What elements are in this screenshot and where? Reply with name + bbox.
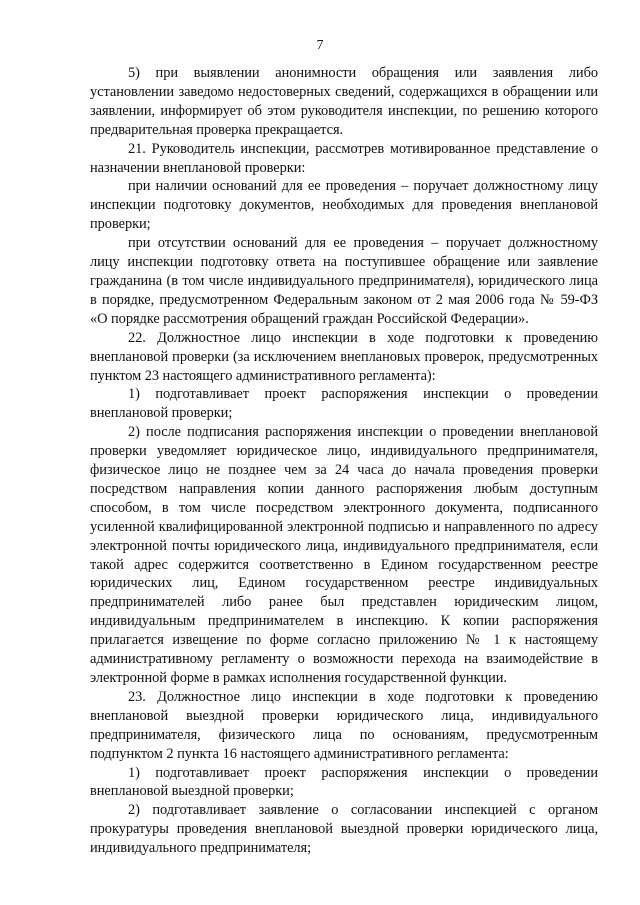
- paragraph-22-item-1: 1) подготавливает проект распоряжения инспекции о проведении внеплановой проверки;: [90, 386, 598, 422]
- paragraph-23-preparation: 23. Должностное лицо инспекции в ходе подготовки к проведению внеплановой выездной проверки юридического лица, индивидуального предпринимателя, физического лица по основаниям, предусмотренным подпунктом 2 пункта 16 настоящего административного регламента:: [90, 688, 598, 762]
- document-body: [90, 64, 598, 858]
- paragraph-22-item-2: 2) после подписания распоряжения инспекции о проведении внеплановой проверки уведомляет юридическое лицо, индивидуального предпринимателя, физическое лицо не позднее чем за 24 часа до начала проведения проверки посредством направления копии данного распоряжения любым доступным способом, в том числе посредством электронного документа, подписанного усиленной квалифицированной электронной подписью и направленного по адресу электронной почты юридического лица, индивидуального предпринимателя, если такой адрес содержится соответственно в Едином государственном реестре юридических лиц, Едином государственном реестре индивидуальных предпринимателей либо ранее был представлен юридическим лицом, индивидуальным предпринимателем в инспекцию. К копии распоряжения прилагается извещение по форме согласно приложению № 1 к настоящему административному регламенту о возможности перехода на взаимодействие в электронной форме в рамках исполнения государственной функции.: [90, 424, 598, 686]
- page-number: 7: [316, 38, 324, 53]
- paragraph-21-grounds-absent: при отсутствии оснований для ее проведения – поручает должностному лицу инспекции подготовку ответа на поступившее обращение или заявление гражданина (в том числе индивидуального предпринимателя), юридического лица в порядке, предусмотренном Федеральным законом от 2 мая 2006 года № 59-ФЗ «О порядке рассмотрения обращений граждан Российской Федерации».: [90, 235, 598, 327]
- paragraph-22-preparation: 22. Должностное лицо инспекции в ходе подготовки к проведению внеплановой проверки (за исключением внеплановых проверок, предусмотренных пунктом 23 настоящего административного регламента):: [90, 329, 598, 384]
- paragraph-21-grounds-present: при наличии оснований для ее проведения – поручает должностному лицу инспекции подготовку документов, необходимых для проведения внеплановой проверки;: [90, 178, 598, 233]
- paragraph-23-item-1: 1) подготавливает проект распоряжения инспекции о проведении внеплановой выездной проверки;: [90, 764, 598, 800]
- paragraph-item-5-anonymity: 5) при выявлении анонимности обращения или заявления либо установлении заведомо недостоверных сведений, содержащихся в обращении или заявлении, информирует об этом руководителя инспекции, по решению которого предварительная проверка прекращается.: [90, 65, 598, 138]
- paragraph-21-head-decision: 21. Руководитель инспекции, рассмотрев мотивированное представление о назначении внеплановой проверки:: [90, 140, 598, 176]
- paragraph-23-item-2: 2) подготавливает заявление о согласовании инспекцией с органом прокуратуры проведения внеплановой выездной проверки юридического лица, индивидуального предпринимателя;: [90, 802, 598, 857]
